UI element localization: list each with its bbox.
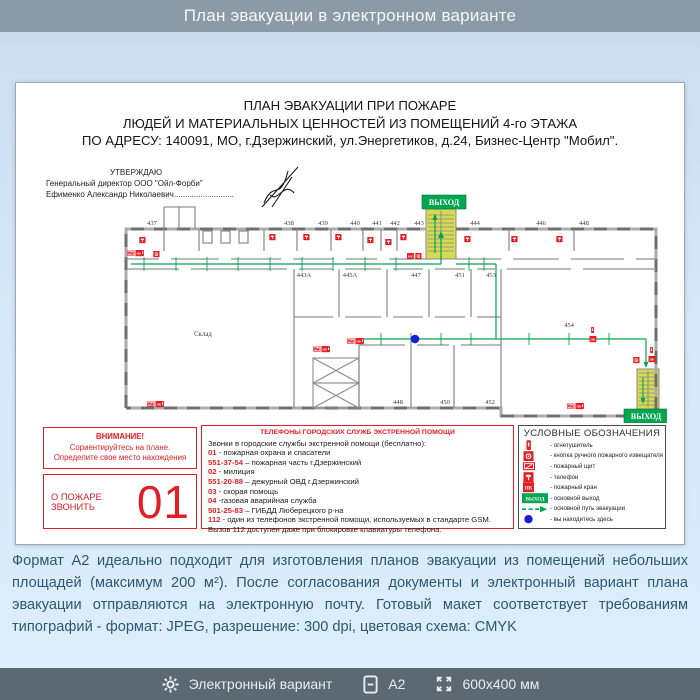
phone-text: - один из телефонов экстренной помощи, используемых в стандарте GSM. Вызов 112 доступен даже при блокировке клавиатуры телефона.	[208, 515, 491, 534]
phone-line	[208, 496, 507, 506]
room-label: 444	[470, 220, 480, 227]
legend-label: - пожарный щит	[550, 462, 596, 470]
elevator-shafts	[313, 358, 359, 408]
extinguisher-icon	[161, 401, 164, 407]
legend-title: УСЛОВНЫЕ ОБОЗНАЧЕНИЯ	[523, 428, 661, 439]
phone-line	[208, 515, 507, 534]
svg-text:ПК: ПК	[407, 254, 413, 259]
phone-number: 04	[208, 496, 217, 506]
footer-item-label: 600x400 мм	[462, 676, 540, 692]
phone-line	[208, 506, 507, 516]
phone-text: -газовая аварийная служба	[216, 496, 317, 506]
header-bar	[0, 0, 700, 32]
extinguisher-icon	[361, 338, 364, 344]
legend-icon-box	[522, 482, 550, 493]
evacuation-route	[131, 237, 646, 363]
legend-icon-box	[522, 472, 550, 483]
svg-text:ПК: ПК	[136, 251, 142, 256]
extinguisher-icon	[141, 250, 144, 256]
legend-label: - телефон	[550, 473, 579, 481]
room-label: 445А	[342, 272, 358, 279]
legend-label: - огнетушитель	[550, 441, 593, 449]
call-button-icon	[415, 253, 421, 259]
phone-text: - милиция	[216, 467, 255, 477]
call-button-icon	[633, 357, 639, 363]
legend-label: - вы находитесь здесь	[550, 515, 613, 523]
attention-title: ВНИМАНИЕ!	[95, 432, 145, 441]
attention-line3: Определите свое место нахождения	[53, 453, 187, 462]
phone-number: 551-20-88	[208, 476, 244, 486]
phone-icon	[139, 237, 145, 243]
room-label: 443А	[296, 272, 312, 279]
legend-icon-box	[522, 514, 550, 525]
fire-shield-icon	[147, 402, 154, 407]
room-label: 441	[372, 220, 382, 227]
room-label: 446	[536, 220, 546, 227]
svg-text:ПК: ПК	[524, 486, 533, 493]
room-label: 454	[564, 322, 574, 329]
fire-crane-icon	[590, 336, 597, 342]
poster-title	[16, 97, 684, 150]
phones-intro: Звонки в городские службы экстренной помощи (бесплатно):	[208, 438, 427, 448]
floor-plan	[119, 193, 667, 423]
footer-item-gear	[161, 675, 333, 694]
svg-text:ПК: ПК	[590, 337, 596, 342]
call-button-icon	[153, 251, 159, 257]
footer-item-label: Электронный вариант	[188, 676, 333, 692]
room-label: 447	[411, 272, 421, 279]
legend-box	[518, 425, 666, 529]
evacuation-poster	[15, 82, 685, 545]
phone-icon	[524, 472, 534, 482]
svg-text:ВЫХОД: ВЫХОД	[525, 497, 545, 503]
fire-crane-icon	[407, 253, 414, 259]
legend-icon-box	[522, 451, 550, 462]
room-label: 438	[284, 220, 294, 227]
room-label: 451	[455, 272, 465, 279]
room-label-sklad: Склад	[194, 331, 212, 338]
extinguisher-icon	[327, 346, 330, 352]
page-title: План эвакуации в электронном варианте	[183, 6, 517, 25]
svg-text:ПК: ПК	[156, 402, 162, 407]
poster-title-line2: ЛЮДЕЙ И МАТЕРИАЛЬНЫХ ЦЕННОСТЕЙ ИЗ ПОМЕЩЕНИЙ 4-го ЭТАЖА	[122, 115, 578, 131]
route-icon	[522, 506, 547, 512]
room-label: 442	[390, 220, 400, 227]
phone-line	[208, 448, 507, 458]
phone-line	[208, 487, 507, 497]
phone-number: 03	[208, 486, 217, 496]
format-description: Формат А2 идеально подходит для изготовления планов эвакуации из помещений небольших площадей (максимум 200 м²). После согласования документы и электронный вариант плана эвакуации отправляются на электронную почту. Готовый макет соответствует требованиям типографий - формат: JPEG, разрешение: 300 dpi, цветовая схема: CMYK	[12, 553, 688, 635]
fire-crane-icon	[523, 483, 534, 493]
svg-text:ПК: ПК	[649, 357, 655, 362]
room-label: 453	[486, 272, 496, 279]
phone-text: – дежурный ОВД г.Дзержинский	[243, 476, 359, 486]
phone-text: - скорая помощь	[216, 486, 279, 496]
phone-icon	[269, 234, 275, 240]
phone-text: - пожарная охрана и спасатели	[216, 448, 331, 458]
legend-row	[522, 461, 662, 472]
fire-call-number: 01	[136, 475, 190, 528]
phone-number: 551-37-54	[208, 457, 244, 467]
fire-shield-icon	[127, 251, 134, 256]
phone-icon	[303, 234, 309, 240]
call-button-icon	[524, 451, 534, 461]
interior-walls	[126, 207, 656, 408]
poster-title-line3: ПО АДРЕСУ: 140091, МО, г.Дзержинский, ул.Энергетиков, д.24, Бизнес-Центр "Мобил".	[81, 133, 619, 148]
legend-label: - пожарный кран	[550, 484, 597, 492]
phone-number: 01	[208, 448, 217, 458]
resize-icon	[435, 675, 453, 693]
phone-line	[208, 477, 507, 487]
footer-item-label: A2	[388, 676, 406, 692]
legend-label: - основной выход	[550, 494, 600, 502]
phone-text: – ГИБДД Люберецкого р-на	[243, 505, 344, 515]
approve-director: Генеральный директор ООО "Ойл-Форби"	[46, 179, 203, 188]
phone-icon	[367, 237, 373, 243]
room-label: 439	[318, 220, 328, 227]
phone-icon	[556, 236, 562, 242]
legend-icon-box	[522, 493, 550, 504]
exit-icon	[522, 493, 548, 503]
fire-crane-icon	[649, 356, 656, 362]
legend-row	[522, 440, 662, 451]
you-are-here-icon	[524, 515, 532, 523]
room-label: 448	[579, 220, 589, 227]
extinguisher-icon	[527, 440, 531, 450]
svg-text:ВЫХОД: ВЫХОД	[428, 198, 460, 208]
legend-icon-box	[522, 440, 550, 451]
you-are-here-icon	[411, 335, 420, 344]
phone-number: 02	[208, 467, 217, 477]
fire-shield-icon	[567, 404, 574, 409]
poster-title-line1: ПЛАН ЭВАКУАЦИИ ПРИ ПОЖАРЕ	[243, 98, 457, 113]
attention-box	[43, 427, 197, 469]
approve-name: Ефименко Александр Николаевич...........................	[46, 190, 234, 199]
fire-call-box	[43, 474, 197, 529]
fire-shield-icon	[347, 339, 354, 344]
approve-heading: УТВЕРЖДАЮ	[109, 168, 163, 177]
phone-number: 112	[208, 515, 221, 525]
phones-title: ТЕЛЕФОНЫ ГОРОДСКИХ СЛУЖБ ЭКСТРЕННОЙ ПОМОЩИ	[260, 429, 455, 436]
svg-text:ПК: ПК	[576, 404, 582, 409]
room-label: 452	[485, 399, 495, 406]
legend-row	[522, 493, 662, 504]
extinguisher-icon	[650, 347, 653, 353]
svg-text:ПК: ПК	[322, 347, 328, 352]
fire-shield-icon	[313, 347, 320, 352]
legend-row	[522, 514, 662, 525]
document-icon	[362, 675, 379, 694]
route-arrow-down	[644, 362, 649, 368]
phone-icon	[511, 236, 517, 242]
fire-call-label: О ПОЖАРЕ ЗВОНИТЬ	[51, 491, 102, 512]
legend-row	[522, 451, 662, 462]
legend-label: - кнопка ручного пожарного извещателя	[550, 452, 663, 460]
exit-sign-right	[624, 409, 667, 423]
room-label: 450	[440, 399, 450, 406]
room-label: 448	[393, 399, 403, 406]
extinguisher-icon	[581, 403, 584, 409]
legend-icon-box	[522, 504, 550, 515]
exterior-walls	[126, 229, 656, 416]
svg-text:ПК: ПК	[356, 339, 362, 344]
legend-icon-box	[522, 461, 550, 472]
attention-line2: Сориентируйтесь на плане.	[69, 442, 171, 452]
phone-icon	[335, 234, 341, 240]
svg-text:ВЫХОД: ВЫХОД	[630, 412, 662, 422]
legend-row	[522, 482, 662, 493]
legend-row	[522, 472, 662, 483]
exit-sign-top	[422, 195, 466, 209]
legend-row	[522, 504, 662, 515]
legend-label: - основной путь эвакуации	[550, 505, 626, 513]
room-label: 443	[414, 220, 424, 227]
phone-icon	[400, 234, 406, 240]
footer-item-resize	[435, 675, 539, 693]
gear-icon	[161, 675, 180, 694]
phone-line	[208, 458, 507, 468]
emergency-phones-box	[201, 425, 514, 534]
fire-shield-icon	[523, 462, 535, 470]
extinguisher-icon	[591, 327, 594, 333]
phone-icon	[464, 236, 470, 242]
footer-bar	[0, 668, 700, 700]
phone-text: – пожарная часть г.Дзержинский	[243, 457, 362, 467]
phone-number: 501-25-83	[208, 505, 244, 515]
phone-icon	[385, 239, 391, 245]
room-label: 437	[147, 220, 157, 227]
footer-item-document	[362, 675, 405, 694]
room-label: 440	[350, 220, 360, 227]
phone-line	[208, 467, 507, 477]
